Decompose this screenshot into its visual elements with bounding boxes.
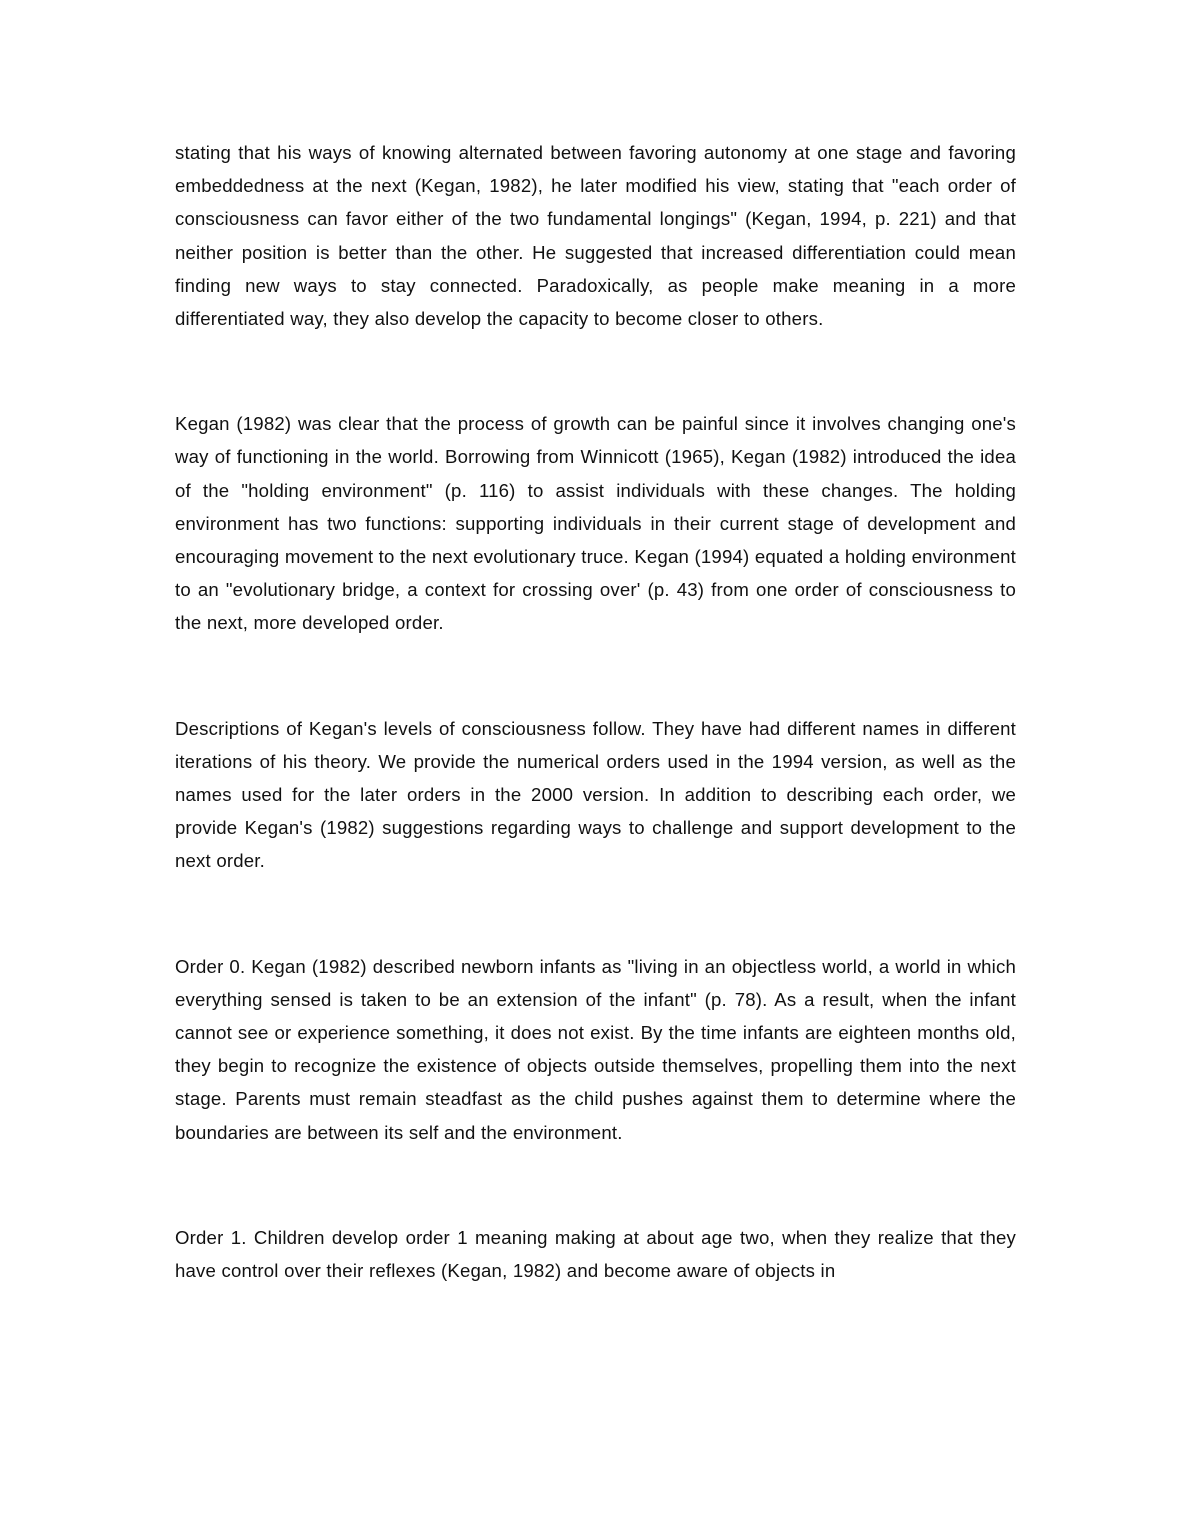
paragraph-3: Descriptions of Kegan's levels of consciousness follow. They have had different names in different iterations of his theory. We provide the numerical orders used in the 1994 version, as well as the names used for the later orders in the 2000 version. In addition to describing each order, we provide Kegan's (1982) suggestions regarding ways to challenge and support development to the next order.: [175, 717, 1016, 872]
paragraph-5: Order 1. Children develop order 1 meaning making at about age two, when they realize that they have control over their reflexes (Kegan, 1982) and become aware of objects in: [175, 1226, 1016, 1282]
paragraph-2: Kegan (1982) was clear that the process of growth can be painful since it involves changing one's way of functioning in the world. Borrowing from Winnicott (1965), Kegan (1982) introduced the idea of the "holding environment" (p. 116) to assist individuals with these changes. The holding environment has two functions: supporting individuals in their current stage of development and encouraging movement to the next evolutionary truce. Kegan (1994) equated a holding environment to an "evolutionary bridge, a context for crossing over' (p. 43) from one order of consciousness to the next, more developed order.: [175, 413, 1016, 634]
paragraph-4: Order 0. Kegan (1982) described newborn infants as "living in an objectless world, a world in which everything sensed is taken to be an extension of the infant" (p. 78). As a result, when the infant cannot see or experience something, it does not exist. By the time infants are eighteen months old, they begin to recognize the existence of objects outside themselves, propelling them into the next stage. Parents must remain steadfast as the child pushes against them to determine where the boundaries are between its self and the environment.: [175, 955, 1016, 1143]
text-column: [175, 136, 1016, 1287]
paragraph-1: stating that his ways of knowing alternated between favoring autonomy at one stage and favoring embeddedness at the next (Kegan, 1982), he later modified his view, stating that "each order of consciousness can favor either of the two fundamental longings" (Kegan, 1994, p. 221) and that neither position is better than the other. He suggested that increased differentiation could mean finding new ways to stay connected. Paradoxically, as people make meaning in a more differentiated way, they also develop the capacity to become closer to others.: [175, 142, 1016, 330]
